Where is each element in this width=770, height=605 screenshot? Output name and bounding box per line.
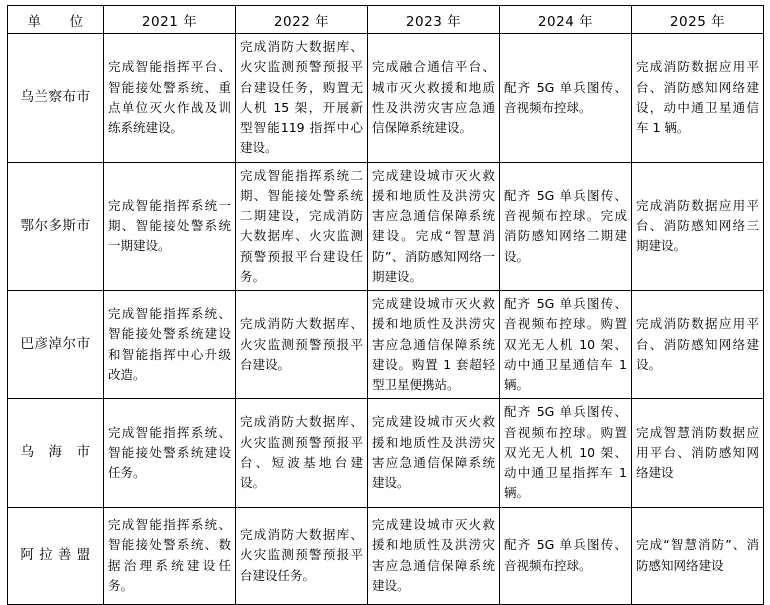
row-unit-name: 鄂尔多斯市 <box>8 162 104 291</box>
cell-2023: 完成融合通信平台、城市灭火救援和地质性及洪涝灾害应急通信保障系统建设。 <box>368 34 500 163</box>
cell-2021: 完成智能指挥平台、智能接处警系统、重点单位灭火作战及训练系统建设。 <box>104 34 236 163</box>
cell-2022: 完成消防大数据库、火灾监测预警预报平台、短波基地台建设。 <box>236 399 368 507</box>
cell-2025: 完成消防数据应用平台、消防感知网络三期建设。 <box>632 162 764 291</box>
column-header-2025: 2025 年 <box>632 6 764 34</box>
cell-2024: 配齐 5G 单兵图传、音视频布控球。 <box>500 507 632 604</box>
row-unit-name: 乌兰察布市 <box>8 34 104 163</box>
cell-2023: 完成建设城市灭火救援和地质性及洪涝灾害应急通信保障系统建设。 <box>368 507 500 604</box>
row-unit-name: 阿 拉 善 盟 <box>8 507 104 604</box>
column-header-unit: 单 位 <box>8 6 104 34</box>
cell-2021: 完成智能指挥系统、智能接处警系统、数据治理系统建设任务。 <box>104 507 236 604</box>
row-unit-name: 巴彦淖尔市 <box>8 291 104 399</box>
row-unit-name: 乌 海 市 <box>8 399 104 507</box>
table-row <box>8 507 764 604</box>
cell-2024: 配齐 5G 单兵图传、音视频布控球。购置双光无人机 10 架、动中通卫星指挥车 1 辆。 <box>500 399 632 507</box>
cell-2022: 完成智能指挥系统二期、智能接处警系统二期建设，完成消防大数据库、火灾监测预警预报平台建设任务。 <box>236 162 368 291</box>
cell-2025: 完成智慧消防数据应用平台、消防感知网络建设 <box>632 399 764 507</box>
cell-2024: 配齐 5G 单兵图传、音视频布控球。购置双光无人机 10 架、动中通卫星通信车 1 辆。 <box>500 291 632 399</box>
cell-2024: 配齐 5G 单兵图传、音视频布控球。完成消防感知网络二期建设。 <box>500 162 632 291</box>
cell-2025: 完成“智慧消防”、消防感知网络建设 <box>632 507 764 604</box>
cell-2022: 完成消防大数据库、火灾监测预警预报平台建设任务，购置无人机 15 架，开展新型智能119 指挥中心建设。 <box>236 34 368 163</box>
column-header-2024: 2024 年 <box>500 6 632 34</box>
table-header-row <box>8 6 764 34</box>
table-body <box>8 34 764 605</box>
table-row <box>8 399 764 507</box>
cell-2025: 完成消防数据应用平台、消防感知网络建设，动中通卫星通信车 1 辆。 <box>632 34 764 163</box>
cell-2023: 完成建设城市灭火救援和地质性及洪涝灾害应急通信保障系统建设。完成“智慧消防”、消防感知网络一期建设。 <box>368 162 500 291</box>
table-header <box>8 6 764 34</box>
cell-2023: 完成建设城市灭火救援和地质性及洪涝灾害应急通信保障系统建设。 <box>368 399 500 507</box>
table-row <box>8 34 764 163</box>
cell-2022: 完成消防大数据库、火灾监测预警预报平台建设任务。 <box>236 507 368 604</box>
table-row <box>8 291 764 399</box>
column-header-2023: 2023 年 <box>368 6 500 34</box>
cell-2024: 配齐 5G 单兵图传、音视频布控球。 <box>500 34 632 163</box>
document-page <box>0 5 770 593</box>
cell-2022: 完成消防大数据库、火灾监测预警预报平台建设。 <box>236 291 368 399</box>
cell-2021: 完成智能指挥系统、智能接处警系统建设任务。 <box>104 399 236 507</box>
cell-2021: 完成智能指挥系统一期、智能接处警系统一期建设。 <box>104 162 236 291</box>
table-row <box>8 162 764 291</box>
cell-2021: 完成智能指挥系统、智能接处警系统建设和智能指挥中心升级改造。 <box>104 291 236 399</box>
cell-2023: 完成建设城市灭火救援和地质性及洪涝灾害应急通信保障系统建设。购置 1 套超轻型卫星便携站。 <box>368 291 500 399</box>
column-header-2021: 2021 年 <box>104 6 236 34</box>
column-header-2022: 2022 年 <box>236 6 368 34</box>
消防信息化建设任务表 <box>7 5 764 605</box>
cell-2025: 完成消防数据应用平台、消防感知网络建设。 <box>632 291 764 399</box>
